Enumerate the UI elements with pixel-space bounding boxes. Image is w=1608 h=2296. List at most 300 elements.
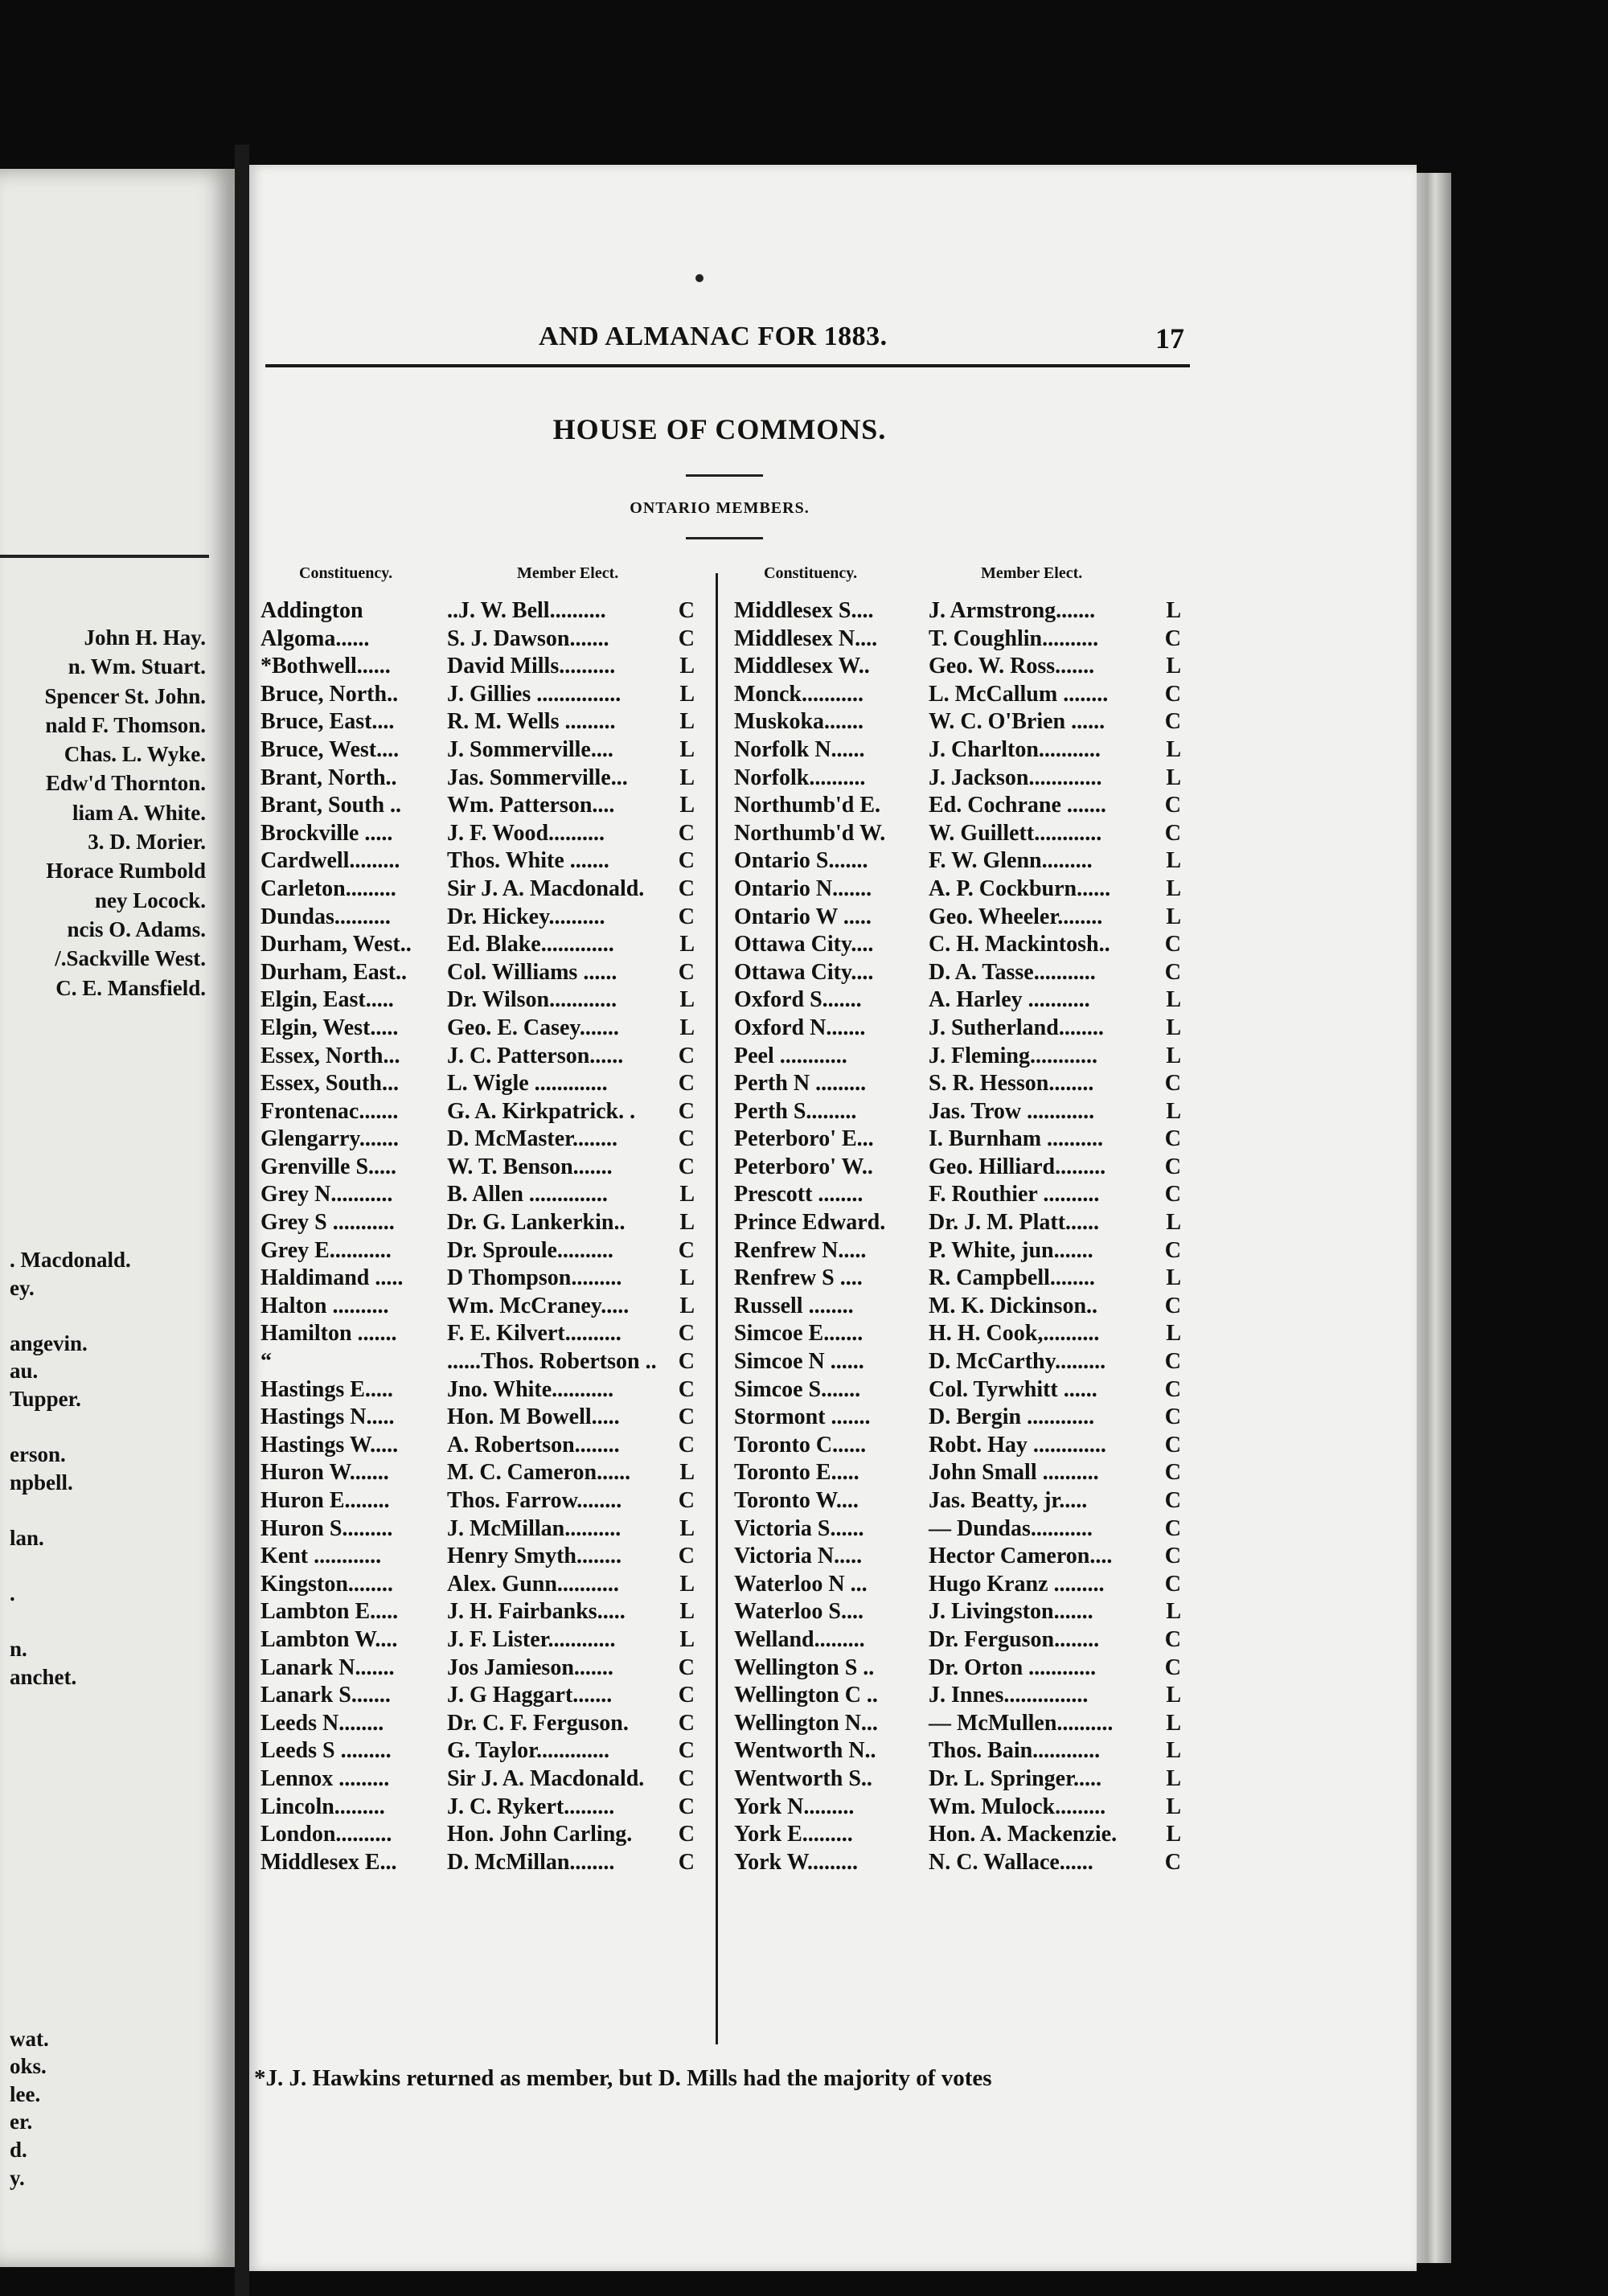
party-code: C [678, 1349, 695, 1375]
constituency-name: Waterloo S.... [734, 1599, 863, 1625]
member-name: — McMullen.......... [929, 1710, 1114, 1736]
party-code: C [1164, 709, 1181, 735]
member-name: Jas. Trow ............ [929, 1098, 1095, 1124]
member-row [734, 1794, 1181, 1822]
party-code: C [1164, 1071, 1181, 1097]
member-row [260, 904, 695, 932]
party-code: C [1164, 1293, 1181, 1318]
facing-page-line: liam A. White. [72, 800, 206, 825]
member-name: H. H. Cook,.......... [929, 1321, 1100, 1347]
constituency-name: Leeds S ......... [260, 1738, 392, 1764]
constituency-name: Huron E........ [260, 1488, 390, 1513]
member-name: Alex. Gunn........... [447, 1571, 619, 1597]
member-name: Jos Jamieson....... [447, 1654, 613, 1680]
party-code: L [679, 1626, 695, 1652]
member-name: A. Harley ........... [929, 987, 1090, 1013]
member-row [260, 1571, 695, 1599]
constituency-name: Oxford S....... [734, 987, 862, 1013]
party-code: C [678, 875, 695, 901]
party-code: L [1166, 1710, 1181, 1736]
member-name: Dr. Wilson............ [447, 987, 617, 1013]
party-code: C [678, 1822, 695, 1847]
party-code: C [678, 1154, 695, 1179]
party-code: C [678, 1683, 695, 1708]
constituency-name: Northumb'd W. [734, 820, 886, 846]
member-name: A. Robertson........ [447, 1432, 620, 1458]
constituency-name: Durham, West.. [260, 932, 412, 957]
member-row [260, 1404, 695, 1432]
constituency-name: Brant, North.. [260, 765, 397, 790]
party-code: L [679, 765, 695, 790]
party-code: L [679, 1460, 695, 1486]
constituency-name: Halton .......... [260, 1293, 389, 1318]
member-row [734, 792, 1181, 820]
constituency-name: Middlesex S.... [734, 598, 874, 623]
constituency-name: Ontario W ..... [734, 904, 872, 929]
footnote: *J. J. Hawkins returned as member, but D. Mills had the majority of votes [254, 2065, 992, 2091]
facing-page-line [10, 1802, 131, 1831]
member-name: Dr. J. M. Platt...... [929, 1210, 1100, 1236]
left-members-column [260, 597, 695, 1876]
party-code: C [678, 1404, 695, 1430]
member-row [734, 1654, 1181, 1683]
constituency-name: Grey S ........... [260, 1210, 395, 1236]
constituency-name: Essex, South... [260, 1071, 399, 1097]
member-name: W. C. O'Brien ...... [929, 709, 1106, 735]
member-row [260, 1098, 695, 1126]
constituency-name: Peterboro' W.. [734, 1154, 873, 1179]
facing-page-line [10, 1941, 131, 1970]
member-name: J. Armstrong....... [929, 598, 1096, 623]
member-row [734, 1320, 1181, 1348]
facing-page-line [10, 1913, 131, 1941]
constituency-name: Lennox ......... [260, 1765, 390, 1791]
member-name: J. H. Fairbanks..... [447, 1599, 626, 1625]
member-row [734, 1015, 1181, 1043]
member-row [734, 1404, 1181, 1432]
member-row [734, 1626, 1181, 1654]
facing-page-line: y. [10, 2165, 25, 2190]
party-code: L [679, 1293, 695, 1318]
member-row [734, 681, 1181, 709]
constituency-name: Oxford N....... [734, 1015, 866, 1040]
party-code: C [1164, 1404, 1181, 1430]
facing-page-line: lee. [10, 2081, 41, 2106]
constituency-name: Renfrew S .... [734, 1265, 863, 1291]
constituency-name: Lanark N....... [260, 1654, 395, 1680]
party-code: L [679, 1599, 695, 1625]
member-row [734, 765, 1181, 793]
party-code: C [1164, 1237, 1181, 1263]
member-name: W. Guillett............ [929, 820, 1102, 846]
constituency-name: Middlesex E... [260, 1849, 397, 1875]
facing-page-line: . [10, 1581, 15, 1606]
constituency-name: Simcoe S....... [734, 1376, 861, 1402]
member-name: J. Sutherland........ [929, 1015, 1104, 1040]
member-name: Jno. White........... [447, 1376, 614, 1402]
constituency-name: Perth S......... [734, 1098, 857, 1124]
member-name: A. P. Cockburn...... [929, 875, 1111, 901]
member-row [734, 1125, 1181, 1154]
constituency-name: Leeds N........ [260, 1710, 384, 1736]
constituency-name: Haldimand ..... [260, 1265, 404, 1291]
member-name: Dr. Hickey.......... [447, 904, 605, 929]
member-name: M. K. Dickinson.. [929, 1293, 1098, 1318]
facing-page-line: ncis O. Adams. [67, 916, 206, 941]
party-code: L [1166, 1098, 1181, 1124]
member-row [260, 1209, 695, 1237]
constituency-name: Norfolk.......... [734, 765, 866, 790]
constituency-name: Kent ............ [260, 1544, 382, 1569]
party-code: L [1166, 1015, 1181, 1040]
constituency-name: Perth N ......... [734, 1071, 867, 1097]
member-name: — Dundas........... [929, 1515, 1093, 1541]
party-code: L [679, 932, 695, 957]
member-name: Hector Cameron.... [929, 1544, 1113, 1569]
constituency-name: Stormont ....... [734, 1404, 871, 1430]
member-name: J. McMillan.......... [447, 1515, 621, 1541]
constituency-name: Elgin, East..... [260, 987, 394, 1013]
party-code: L [1166, 1321, 1181, 1347]
member-row [260, 1154, 695, 1182]
facing-page-line: 3. D. Morier. [88, 830, 206, 855]
member-row [260, 1849, 695, 1877]
member-row [734, 1209, 1181, 1237]
facing-page-line [10, 1997, 131, 2025]
constituency-name: Grey E........... [260, 1237, 392, 1263]
member-row [734, 736, 1181, 765]
member-row [734, 1237, 1181, 1265]
member-name: Dr. G. Lankerkin.. [447, 1210, 626, 1236]
party-code: L [1166, 765, 1181, 790]
party-code: C [1164, 1376, 1181, 1402]
facing-page-line [10, 1496, 131, 1524]
party-code: L [1166, 1765, 1181, 1791]
member-name: P. White, jun....... [929, 1237, 1093, 1263]
facing-page-line: Tupper. [10, 1386, 81, 1411]
member-name: Sir J. A. Macdonald. [447, 1765, 645, 1791]
member-row [260, 765, 695, 793]
member-row [734, 959, 1181, 987]
section-subtitle: ONTARIO MEMBERS. [630, 499, 810, 517]
facing-page-line: Chas. L. Wyke. [64, 742, 206, 767]
column-divider [716, 573, 718, 2044]
running-head: AND ALMANAC FOR 1883. [539, 322, 888, 351]
page-number: 17 [1155, 322, 1184, 355]
constituency-name: Ontario N....... [734, 875, 872, 901]
member-row [734, 986, 1181, 1015]
member-row [734, 1293, 1181, 1321]
party-code: L [679, 654, 695, 679]
member-name: J. Gillies ............... [447, 681, 621, 707]
party-code: L [1166, 875, 1181, 901]
member-name: Dr. Sproule.......... [447, 1237, 613, 1263]
member-row [734, 904, 1181, 932]
member-name: Geo. Wheeler........ [929, 904, 1103, 929]
member-name: D. Bergin ............ [929, 1404, 1095, 1430]
constituency-name: Huron W....... [260, 1460, 389, 1486]
facing-page-line: erson. [10, 1442, 66, 1467]
constituency-name: Northumb'd E. [734, 793, 881, 818]
member-row [260, 625, 695, 654]
constituency-name: Monck........... [734, 681, 863, 707]
constituency-name: Wellington N... [734, 1710, 878, 1736]
party-code: C [678, 1849, 695, 1875]
constituency-name: Waterloo N ... [734, 1571, 868, 1597]
member-row [260, 1682, 695, 1710]
constituency-name: Ottawa City.... [734, 959, 874, 985]
member-row [260, 708, 695, 736]
member-row [260, 1376, 695, 1404]
party-code: C [678, 1126, 695, 1152]
party-code: C [1164, 932, 1181, 957]
constituency-name: Prescott ........ [734, 1182, 863, 1207]
party-code: C [1164, 820, 1181, 846]
party-code: C [1164, 1515, 1181, 1541]
constituency-name: Bruce, West.... [260, 736, 400, 762]
facing-page-line: angevin. [10, 1330, 88, 1355]
party-code: C [678, 1654, 695, 1680]
party-code: C [678, 1794, 695, 1819]
facing-page-rule [0, 555, 209, 558]
member-name: J. F. Wood.......... [447, 820, 605, 846]
constituency-name: Kingston........ [260, 1571, 393, 1597]
member-name: J. Livingston....... [929, 1599, 1093, 1625]
party-code: L [679, 1210, 695, 1236]
facing-page-line: wat. [10, 2026, 49, 2051]
member-name: Wm. Patterson.... [447, 793, 615, 818]
party-code: C [1164, 1849, 1181, 1875]
constituency-name: Wentworth S.. [734, 1765, 872, 1791]
constituency-name: Elgin, West..... [260, 1015, 399, 1040]
member-row [734, 625, 1181, 654]
constituency-name: Hastings E..... [260, 1376, 393, 1402]
member-name: Thos. White ....... [447, 848, 609, 874]
facing-page-line: n. Wm. Stuart. [68, 654, 206, 679]
constituency-name: Lincoln......... [260, 1794, 385, 1819]
constituency-name: Victoria S...... [734, 1515, 864, 1541]
member-name: G. Taylor............. [447, 1738, 610, 1764]
member-row [734, 1543, 1181, 1571]
member-row [734, 847, 1181, 875]
constituency-name: Wellington S .. [734, 1654, 875, 1680]
facing-page-line: n. [10, 1637, 27, 1662]
constituency-name: *Bothwell...... [260, 654, 391, 679]
facing-page-line: npbell. [10, 1470, 73, 1494]
member-row [260, 1293, 695, 1321]
party-code: L [1166, 598, 1181, 623]
member-name: D. McMaster........ [447, 1126, 618, 1152]
party-code: L [1166, 1738, 1181, 1764]
member-name: D Thompson......... [447, 1265, 622, 1291]
party-code: C [1164, 1126, 1181, 1152]
constituency-name: Essex, North... [260, 1043, 400, 1068]
facing-page-line [10, 1608, 131, 1636]
member-row [734, 1043, 1181, 1071]
constituency-name: Toronto C...... [734, 1432, 867, 1458]
member-row [260, 597, 695, 625]
member-row [734, 1487, 1181, 1515]
member-row [734, 1265, 1181, 1293]
member-name: ......Thos. Robertson .. [447, 1349, 657, 1375]
right-members-column [734, 597, 1181, 1876]
member-row [260, 959, 695, 987]
party-code: C [1164, 1432, 1181, 1458]
member-name: Jas. Sommerville... [447, 765, 628, 790]
member-row [734, 1376, 1181, 1404]
party-code: C [678, 959, 695, 985]
member-row [734, 1098, 1181, 1126]
member-name: Dr. L. Springer..... [929, 1765, 1101, 1791]
member-row [260, 1710, 695, 1738]
party-code: C [678, 1321, 695, 1347]
member-row [260, 1598, 695, 1626]
constituency-name: London.......... [260, 1822, 392, 1847]
party-code: C [678, 820, 695, 846]
party-code: C [678, 848, 695, 874]
right-member-header: Member Elect. [981, 564, 1083, 582]
party-code: L [1166, 1794, 1181, 1819]
member-row [260, 1432, 695, 1460]
constituency-name: Hamilton ....... [260, 1321, 397, 1347]
member-name: Dr. C. F. Ferguson. [447, 1710, 629, 1736]
left-constituency-header: Constituency. [299, 564, 393, 582]
party-code: C [678, 1098, 695, 1124]
facing-page-line [10, 1302, 131, 1330]
member-row [734, 1737, 1181, 1765]
facing-page-line: ey. [10, 1275, 35, 1300]
member-name: J. Sommerville.... [447, 736, 613, 762]
constituency-name: Welland......... [734, 1626, 865, 1652]
member-name: J. Charlton........... [929, 736, 1101, 762]
subtitle-rule [686, 537, 763, 539]
constituency-name: Brockville ..... [260, 820, 393, 846]
party-code: C [678, 1544, 695, 1569]
member-name: Hon. A. Mackenzie. [929, 1822, 1118, 1847]
member-row [260, 1459, 695, 1487]
member-row [260, 1181, 695, 1209]
member-row [734, 1821, 1181, 1849]
member-name: L. McCallum ........ [929, 681, 1109, 707]
facing-page-line: /.Sackville West. [55, 946, 206, 971]
constituency-name: Victoria N..... [734, 1544, 863, 1569]
party-code: L [679, 1182, 695, 1207]
constituency-name: Hastings W..... [260, 1432, 399, 1458]
facing-page-line [10, 1747, 131, 1775]
facing-page-line [10, 1886, 131, 1914]
party-code: C [1164, 1349, 1181, 1375]
constituency-name: Grenville S..... [260, 1154, 397, 1179]
constituency-name: Norfolk N...... [734, 736, 865, 762]
constituency-name: Wellington C .. [734, 1683, 878, 1708]
member-name: Geo. E. Casey....... [447, 1015, 619, 1040]
facing-page-line: C. E. Mansfield. [55, 975, 206, 1000]
party-code: L [679, 987, 695, 1013]
member-name: J. G Haggart....... [447, 1683, 613, 1708]
party-code: C [678, 1432, 695, 1458]
member-row [260, 1487, 695, 1515]
party-code: L [1166, 1265, 1181, 1291]
facing-page-line: Spencer St. John. [44, 683, 206, 708]
party-code: L [1166, 904, 1181, 929]
member-name: J. C. Rykert......... [447, 1794, 615, 1819]
member-name: J. Jackson............. [929, 765, 1102, 790]
member-row [734, 1849, 1181, 1877]
member-row [734, 1070, 1181, 1098]
member-row [734, 1432, 1181, 1460]
constituency-name: Lambton W.... [260, 1626, 398, 1652]
member-row [260, 1070, 695, 1098]
party-code: C [678, 625, 695, 651]
almanac-page [249, 165, 1417, 2271]
party-code: L [679, 1515, 695, 1541]
printer-dot [695, 274, 704, 282]
member-row [260, 653, 695, 681]
member-name: Dr. Ferguson........ [929, 1626, 1100, 1652]
constituency-name: Grey N........... [260, 1182, 393, 1207]
constituency-name: York W......... [734, 1849, 859, 1875]
constituency-name: Simcoe N ...... [734, 1349, 864, 1375]
constituency-name: Lanark S....... [260, 1683, 391, 1708]
constituency-name: Durham, East.. [260, 959, 408, 985]
party-code: C [678, 904, 695, 929]
party-code: L [679, 736, 695, 762]
member-row [734, 1348, 1181, 1376]
constituency-name: Dundas.......... [260, 904, 391, 929]
party-code: C [678, 1488, 695, 1513]
member-name: John Small .......... [929, 1460, 1099, 1486]
member-row [260, 1654, 695, 1683]
member-row [734, 1181, 1181, 1209]
member-row [734, 1515, 1181, 1544]
member-name: Hugo Kranz ......... [929, 1571, 1105, 1597]
member-row [260, 736, 695, 765]
party-code: C [1164, 681, 1181, 707]
party-code: C [1164, 1544, 1181, 1569]
member-name: Ed. Cochrane ....... [929, 793, 1106, 818]
member-name: J. F. Lister............ [447, 1626, 616, 1652]
member-name: Thos. Bain............ [929, 1738, 1101, 1764]
party-code: L [679, 1265, 695, 1291]
member-name: J. C. Patterson...... [447, 1043, 624, 1068]
party-code: C [678, 1738, 695, 1764]
member-row [734, 820, 1181, 848]
facing-page-text-lower [10, 1246, 131, 2191]
member-name: Hon. John Carling. [447, 1822, 633, 1847]
constituency-name: Brant, South .. [260, 793, 402, 818]
facing-page-line [10, 1719, 131, 1747]
member-row [260, 875, 695, 904]
member-row [734, 1459, 1181, 1487]
member-name: Sir J. A. Macdonald. [447, 875, 645, 901]
constituency-name: York N......... [734, 1794, 855, 1819]
member-name: S. J. Dawson....... [447, 625, 609, 651]
member-name: L. Wigle ............. [447, 1071, 608, 1097]
constituency-name: Frontenac....... [260, 1098, 399, 1124]
party-code: L [1166, 848, 1181, 874]
member-row [260, 1237, 695, 1265]
constituency-name: Cardwell......... [260, 848, 400, 874]
constituency-name: Glengarry....... [260, 1126, 399, 1152]
member-name: B. Allen .............. [447, 1182, 608, 1207]
member-row [260, 1348, 695, 1376]
member-row [260, 1543, 695, 1571]
constituency-name: Huron S......... [260, 1515, 393, 1541]
title-rule [686, 474, 763, 477]
member-row [260, 820, 695, 848]
constituency-name: Middlesex N.... [734, 625, 878, 651]
party-code: L [1166, 1210, 1181, 1236]
